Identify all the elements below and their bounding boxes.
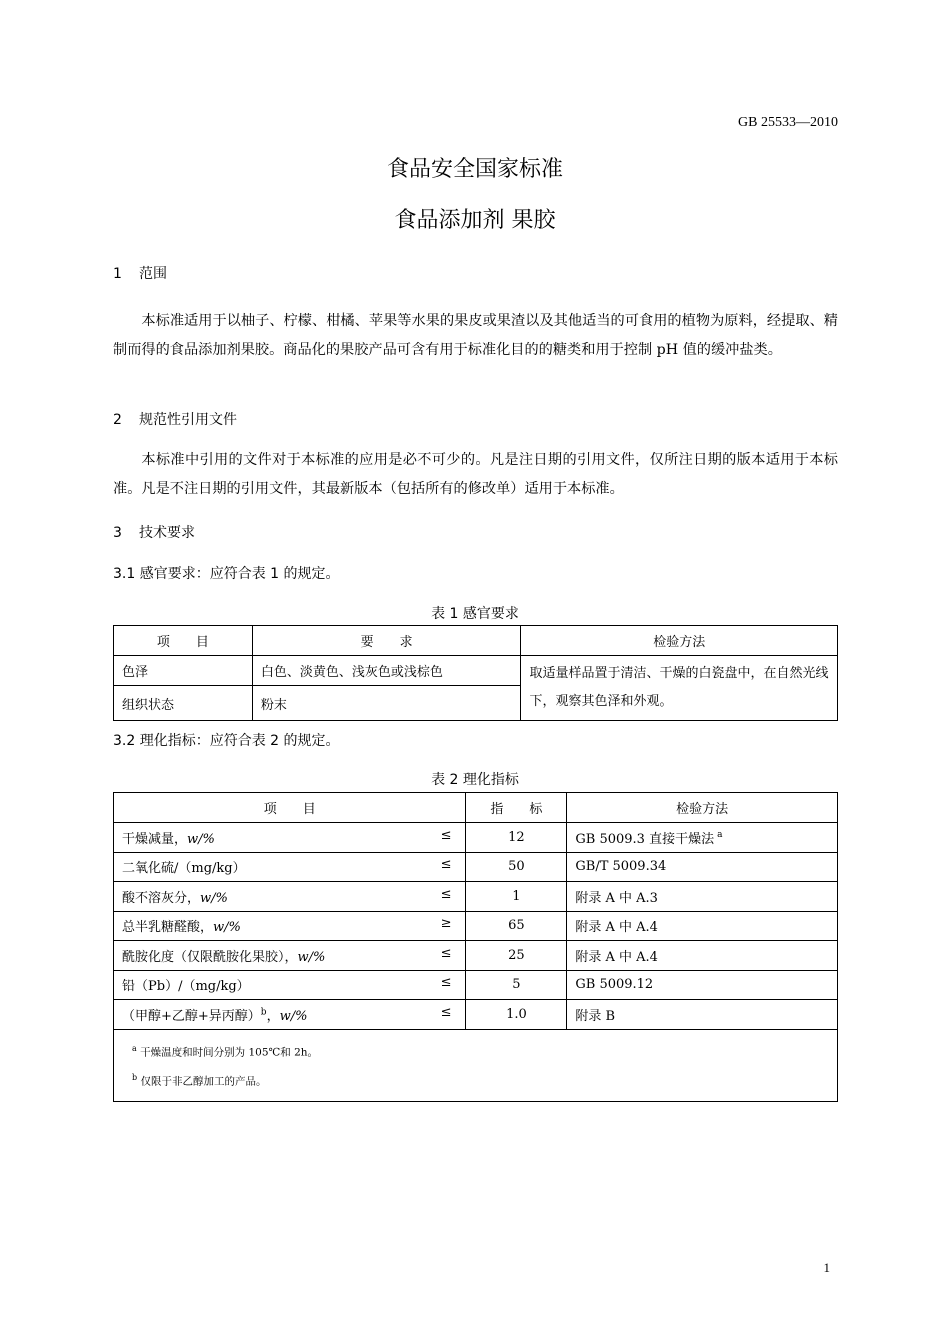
comparison-symbol: ≤ xyxy=(440,1004,452,1020)
section-title: 技术要求 xyxy=(139,525,195,541)
section-2-heading xyxy=(113,409,237,429)
note-text: 仅限于非乙醇加工的产品。 xyxy=(140,1075,267,1088)
section-3-1-heading: 3.1 感官要求：应符合表 1 的规定。 xyxy=(113,566,340,582)
table-row xyxy=(114,852,838,882)
footnote-mark: b xyxy=(260,1007,267,1018)
item-label: 二氧化硫/（mg/kg） xyxy=(122,861,246,877)
section-number: 3 xyxy=(113,525,122,541)
row-requirement: 粉末 xyxy=(252,686,521,721)
header-item: 项 目 xyxy=(114,626,253,656)
row-method: GB 5009.12 xyxy=(567,970,838,1000)
row-item xyxy=(114,882,466,912)
row-method: 附录 B xyxy=(567,1000,838,1030)
row-value: 5 xyxy=(466,970,567,1000)
method-text: GB 5009.3 直接干燥法 xyxy=(575,831,715,847)
paragraph-text: 本标准中引用的文件对于本标准的应用是必不可少的。凡是注日期的引用文件，仅所注日期的版本适用于本标准。凡是不注日期的引用文件，其最新版本（包括所有的修改单）适用于本标准。 xyxy=(113,452,838,497)
row-value: 50 xyxy=(466,852,567,882)
row-item: 组织状态 xyxy=(114,686,253,721)
item-label: 总半乳糖醛酸， xyxy=(122,920,214,936)
item-label: 干燥减量， xyxy=(122,831,188,847)
section-2-paragraph xyxy=(113,446,838,504)
table-row xyxy=(114,941,838,971)
comparison-symbol: ≤ xyxy=(440,857,452,873)
document-title: 食品安全国家标准 xyxy=(386,157,563,182)
document-subtitle: 食品添加剂 果胶 xyxy=(394,208,556,233)
row-value: 12 xyxy=(466,823,567,853)
table-row xyxy=(114,823,838,853)
note-mark: b xyxy=(132,1073,138,1082)
section-1-paragraph xyxy=(113,307,838,365)
table-row xyxy=(114,911,838,941)
row-method: 附录 A 中 A.4 xyxy=(567,911,838,941)
item-separator: ， xyxy=(266,1008,280,1024)
table-row xyxy=(114,882,838,912)
row-method xyxy=(567,823,838,853)
footnote-mark: a xyxy=(717,830,723,841)
comparison-symbol: ≤ xyxy=(440,975,452,991)
section-3-2-heading: 3.2 理化指标：应符合表 2 的规定。 xyxy=(113,733,340,749)
row-item xyxy=(114,911,466,941)
table-sensory xyxy=(113,625,838,721)
item-unit: w/% xyxy=(213,920,241,936)
section-3-heading xyxy=(113,522,195,542)
row-value: 1 xyxy=(466,882,567,912)
section-number: 1 xyxy=(113,266,122,282)
header-index: 指 标 xyxy=(466,793,567,823)
row-item xyxy=(114,970,466,1000)
section-title: 范围 xyxy=(139,266,167,282)
row-value: 1.0 xyxy=(466,1000,567,1030)
note-text: 干燥温度和时间分别为 105℃和 2h。 xyxy=(140,1046,319,1058)
row-method: 附录 A 中 A.4 xyxy=(567,941,838,971)
item-unit: w/% xyxy=(187,831,215,847)
table-header-row xyxy=(114,793,838,823)
item-label: 铅（Pb）/（mg/kg） xyxy=(122,979,250,995)
comparison-symbol: ≤ xyxy=(440,945,452,961)
table-row xyxy=(114,656,838,686)
header-method: 检验方法 xyxy=(567,793,838,823)
table-note xyxy=(132,1065,819,1095)
row-item xyxy=(114,823,466,853)
header-requirement: 要 求 xyxy=(252,626,521,656)
row-method: GB/T 5009.34 xyxy=(567,852,838,882)
comparison-symbol: ≥ xyxy=(440,916,452,932)
table-notes xyxy=(114,1029,838,1101)
header-method: 检验方法 xyxy=(521,626,838,656)
row-requirement: 白色、淡黄色、浅灰色或浅棕色 xyxy=(252,656,521,686)
table-2-caption: 表 2 理化指标 xyxy=(431,772,519,788)
item-label: 酰胺化度（仅限酰胺化果胶）， xyxy=(122,949,298,965)
comparison-symbol: ≤ xyxy=(440,827,452,843)
row-value: 65 xyxy=(466,911,567,941)
paragraph-text: 本标准适用于以柚子、柠檬、柑橘、苹果等水果的果皮或果渣以及其他适当的可食用的植物为原料，经提取、精制而得的食品添加剂果胶。商品化的果胶产品可含有用于标准化目的的糖类和用于控制 pH 值的缓冲盐类。 xyxy=(113,313,838,358)
item-unit: w/% xyxy=(200,890,228,906)
table-row xyxy=(114,1000,838,1030)
table-row xyxy=(114,970,838,1000)
table-header-row xyxy=(114,626,838,656)
item-label: 酸不溶灰分， xyxy=(122,890,201,906)
item-label: （甲醇+乙醇+异丙醇） xyxy=(122,1008,261,1024)
note-mark: a xyxy=(132,1043,137,1053)
row-item: 色泽 xyxy=(114,656,253,686)
table-note xyxy=(132,1036,819,1066)
table-physicochemical xyxy=(113,792,838,1102)
table-1-caption: 表 1 感官要求 xyxy=(431,606,519,622)
table-notes-row xyxy=(114,1029,838,1101)
row-item xyxy=(114,852,466,882)
page-number: 1 xyxy=(823,1260,830,1275)
section-number: 2 xyxy=(113,412,122,428)
standard-number: GB 25533—2010 xyxy=(738,115,838,130)
header-item: 项 目 xyxy=(114,793,466,823)
item-unit: w/% xyxy=(297,949,326,965)
row-item xyxy=(114,1000,466,1030)
row-item xyxy=(114,941,466,971)
section-title: 规范性引用文件 xyxy=(139,412,237,428)
row-method: 取适量样品置于清洁、干燥的白瓷盘中，在自然光线下，观察其色泽和外观。 xyxy=(521,656,838,721)
section-1-heading xyxy=(113,263,167,283)
item-unit: w/% xyxy=(279,1008,308,1024)
comparison-symbol: ≤ xyxy=(440,886,452,902)
row-value: 25 xyxy=(466,941,567,971)
row-method: 附录 A 中 A.3 xyxy=(567,882,838,912)
